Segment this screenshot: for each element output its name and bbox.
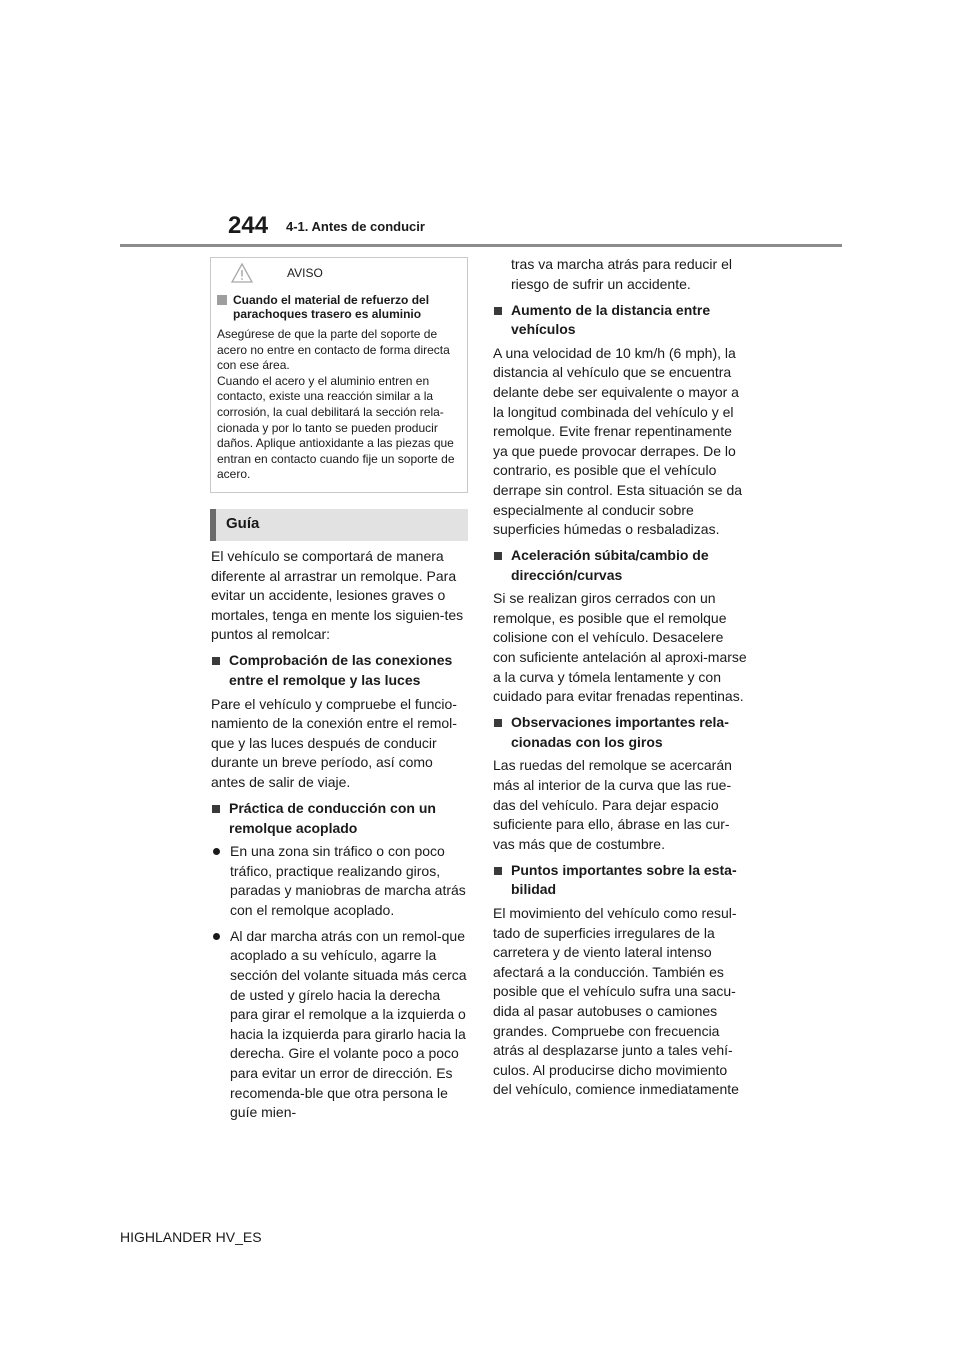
warning-square-bullet-icon	[217, 295, 227, 305]
section-text-aceleracion: Si se realizan giros cerrados con un remolque, es posible que el remolque colisione con el vehículo. Desacelere con suficiente antelación al aproxi-marse a la curva y tómela lentamente y con cuidado para evitar frenadas repentinas.	[493, 590, 747, 705]
section-heading-aceleracion	[493, 546, 748, 585]
bullet-text: En una zona sin tráfico o con poco tráfico, practique realizando giros, paradas y maniobras de marcha atrás con el remolque acoplado.	[230, 843, 466, 918]
warning-title: Cuando el material de refuerzo del parachoques trasero es aluminio	[233, 293, 430, 321]
square-bullet-icon	[212, 657, 220, 665]
heading-text: Aceleración súbita/cambio de dirección/curvas	[511, 547, 709, 583]
right-column	[493, 255, 748, 1106]
guide-intro: El vehículo se comportará de manera diferente al arrastrar un remolque. Para evitar un accidente, lesiones graves o mortales, tenga en mente los siguien-tes puntos al remolcar:	[211, 548, 464, 643]
warning-box	[210, 257, 468, 493]
section-text-estabilidad: El movimiento del vehículo como resul-tado de superficies irregulares de la carretera y de viento lateral intenso afectará a la conducción. También es posible que el vehículo sufra una sacu-dida al pasar autobuses o camiones grandes. Compruebe con frecuencia atrás al desplazarse junto a tales vehí-culos. Al producirse dicho movimiento del vehículo, comience inmediatamente	[493, 904, 739, 1098]
footer-model: HIGHLANDER HV_ES	[120, 1229, 262, 1245]
section-text-giros: Las ruedas del remolque se acercarán más al interior de la curva que las rue-das del vehículo. Para dejar espacio suficiente para ello, ábrase en las cur-vas más que de costumbre.	[493, 757, 732, 852]
round-bullet-icon	[213, 848, 220, 855]
page-number: 244	[228, 212, 269, 239]
square-bullet-icon	[212, 805, 220, 813]
section-heading-practica	[211, 799, 469, 838]
left-column	[211, 547, 469, 1129]
warning-text	[217, 327, 463, 483]
heading-text: Comprobación de las conexiones entre el remolque y las luces	[229, 652, 453, 688]
guide-bar	[210, 509, 468, 541]
warning-title-row	[217, 293, 463, 321]
section-heading-giros	[493, 713, 748, 752]
warning-triangle-icon	[231, 263, 253, 283]
warning-label: AVISO	[287, 266, 323, 280]
warning-header	[211, 258, 467, 284]
section-heading-distancia	[493, 301, 748, 340]
section-title: 4-1. Antes de conducir	[286, 219, 425, 234]
bullet-item	[211, 842, 469, 920]
square-bullet-icon	[494, 552, 502, 560]
header-rule	[120, 244, 842, 247]
round-bullet-icon	[213, 933, 220, 940]
bullet-continuation: tras va marcha atrás para reducir el riesgo de sufrir un accidente.	[511, 256, 732, 292]
square-bullet-icon	[494, 867, 502, 875]
heading-text: Observaciones importantes rela-cionadas con los giros	[511, 714, 729, 750]
section-text-distancia: A una velocidad de 10 km/h (6 mph), la distancia al vehículo que se encuentra delante debe ser equivalente o mayor a la longitud combinada del vehículo y el remolque. Evite frenar repentinamente ya que puede provocar derrapes. De lo contrario, es posible que el vehículo derrape sin control. Esta situación se da especialmente al conducir sobre superficies húmedas o resbaladizas.	[493, 344, 743, 538]
bullet-text: Al dar marcha atrás con un remol-que acoplado a su vehículo, agarre la sección del volante situada más cerca de usted y gírelo hacia la derecha para girar el remolque a la izquierda o hacia la izquierda para girarlo hacia la derecha. Gire el volante poco a poco para evitar un error de dirección. Es recomenda-ble que otra persona le guíe mien-	[230, 927, 467, 1121]
heading-text: Aumento de la distancia entre vehículos	[511, 301, 711, 338]
heading-text: Puntos importantes sobre la esta-bilidad	[511, 861, 737, 898]
warning-paragraph: Asegúrese de que la parte del soporte de acero no entre en contacto de forma directa con ese área.	[217, 327, 450, 373]
warning-paragraph: Cuando el acero y el aluminio entren en contacto, existe una reacción similar a la corrosión, la cual debilitará la sección rela-cionada y por lo tanto se pueden producir daños. Aplique antioxidante a las piezas que entran en contacto cuando fije un soporte de acero.	[217, 373, 455, 482]
square-bullet-icon	[494, 307, 502, 315]
guide-label: Guía	[226, 515, 260, 532]
bullet-item	[211, 927, 469, 1123]
heading-text: Práctica de conducción con un remolque acoplado	[229, 799, 436, 836]
section-heading-estabilidad	[493, 861, 748, 900]
section-heading-conexiones	[211, 651, 469, 690]
square-bullet-icon	[494, 719, 502, 727]
section-text-conexiones: Pare el vehículo y compruebe el funcio-namiento de la conexión entre el remol-que y las luces después de conducir durante un breve período, así como antes de salir de viaje.	[211, 695, 457, 790]
